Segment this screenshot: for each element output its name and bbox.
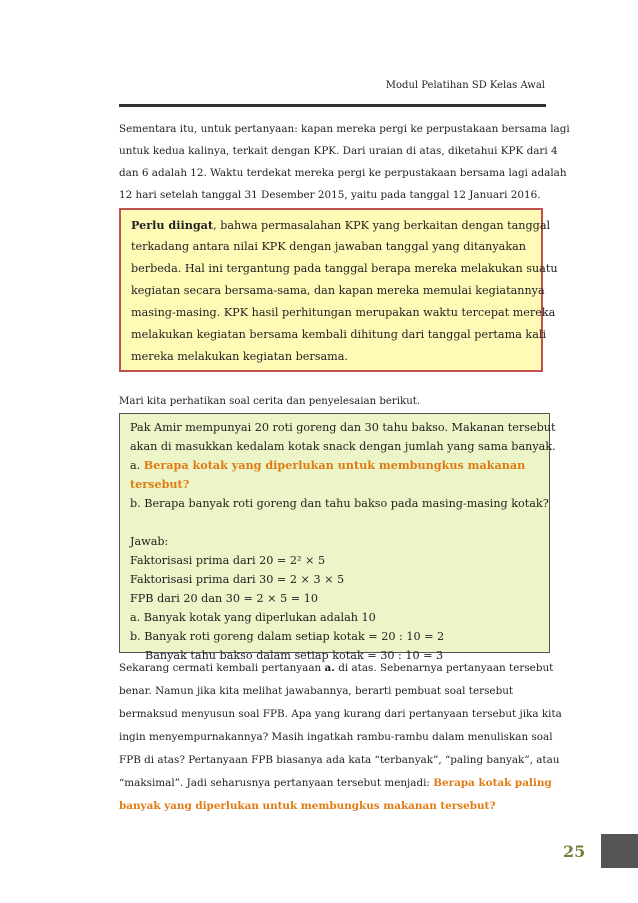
question-a-prefix: a. — [130, 459, 144, 472]
answer-a: a. Banyak kotak yang diperlukan adalah 10 — [130, 611, 376, 624]
closing-bold: a. — [324, 662, 335, 674]
note-line: mereka melakukan kegiatan bersama. — [131, 350, 348, 363]
intro-line: untuk kedua kalinya, terkait dengan KPK. Dari uraian di atas, diketahui KPK dari 4 — [119, 145, 558, 157]
closing-paragraph — [119, 657, 562, 818]
question-a — [130, 456, 543, 475]
closing-text: di atas. Sebenarnya pertanyaan tersebut — [334, 662, 554, 674]
note-line — [131, 214, 551, 236]
closing-highlight: Berapa kotak paling — [433, 777, 552, 789]
blank-line — [130, 513, 543, 532]
closing-line: benar. Namun jika kita melihat jawabannya, berarti pembuat soal tersebut — [119, 685, 514, 697]
transition-text: Mari kita perhatikan soal cerita dan penyelesaian berikut. — [119, 396, 421, 407]
answer-label: Jawab: — [130, 535, 169, 548]
factor-30: Faktorisasi prima dari 30 = 2 × 3 × 5 — [130, 573, 345, 586]
closing-text: “maksimal”. Jadi seharusnya pertanyaan tersebut menjadi: — [119, 777, 434, 789]
note-line: masing-masing. KPK hasil perhitungan merupakan waktu tercepat mereka — [131, 306, 556, 319]
intro-line: dan 6 adalah 12. Waktu terdekat mereka pergi ke perpustakaan bersama lagi adalah — [119, 167, 567, 179]
running-header: Modul Pelatihan SD Kelas Awal — [385, 80, 545, 91]
question-a-highlight: Berapa kotak yang diperlukan untuk membungkus makanan — [143, 458, 526, 472]
answer-b1: b. Banyak roti goreng dalam setiap kotak = 20 : 10 = 2 — [130, 630, 445, 643]
intro-line: Sementara itu, untuk pertanyaan: kapan mereka pergi ke perpustakaan bersama lagi — [119, 123, 570, 135]
note-line: melakukan kegiatan bersama kembali dihitung dari tanggal pertama kali — [131, 328, 547, 341]
closing-line: ingin menyempurnakannya? Masih ingatkah rambu-rambu dalam menuliskan soal — [119, 731, 553, 743]
page-number: 25 — [563, 842, 586, 861]
question-b: b. Berapa banyak roti goreng dan tahu bakso pada masing-masing kotak? — [130, 497, 549, 510]
header-rule — [119, 104, 546, 107]
factor-20: Faktorisasi prima dari 20 = 2² × 5 — [130, 554, 326, 567]
note-line: berbeda. Hal ini tergantung pada tanggal berapa mereka melakukan suatu — [131, 262, 558, 275]
problem-box — [119, 413, 556, 662]
closing-line — [119, 772, 552, 795]
intro-paragraph — [119, 118, 570, 206]
note-box — [119, 208, 558, 372]
question-a-highlight-cont: tersebut? — [130, 477, 190, 491]
note-line: kegiatan secara bersama-sama, dan kapan mereka memulai kegiatannya — [131, 284, 545, 297]
closing-line: bermaksud menyusun soal FPB. Apa yang kurang dari pertanyaan tersebut jika kita — [119, 708, 562, 720]
closing-text: Sekarang cermati kembali pertanyaan — [119, 662, 325, 674]
page-tab — [601, 834, 638, 868]
closing-line: FPB di atas? Pertanyaan FPB biasanya ada kata “terbanyak”, “paling banyak”, atau — [119, 754, 560, 766]
note-first-rest: , bahwa permasalahan KPK yang berkaitan dengan tanggal — [213, 219, 551, 232]
closing-highlight-line: banyak yang diperlukan untuk membungkus makanan tersebut? — [119, 800, 496, 812]
problem-line: Pak Amir mempunyai 20 roti goreng dan 30 tahu bakso. Makanan tersebut — [130, 421, 556, 434]
closing-line — [119, 657, 554, 680]
problem-line: akan di masukkan kedalam kotak snack dengan jumlah yang sama banyak. — [130, 440, 556, 453]
answer-b2: Banyak tahu bakso dalam setiap kotak = 30 : 10 = 3 — [145, 649, 444, 662]
note-lead: Perlu diingat — [131, 218, 214, 232]
fpb-line: FPB dari 20 dan 30 = 2 × 5 = 10 — [130, 592, 318, 605]
note-line: terkadang antara nilai KPK dengan jawaban tanggal yang ditanyakan — [131, 240, 526, 253]
intro-line: 12 hari setelah tanggal 31 Desember 2015, yaitu pada tanggal 12 Januari 2016. — [119, 189, 541, 201]
